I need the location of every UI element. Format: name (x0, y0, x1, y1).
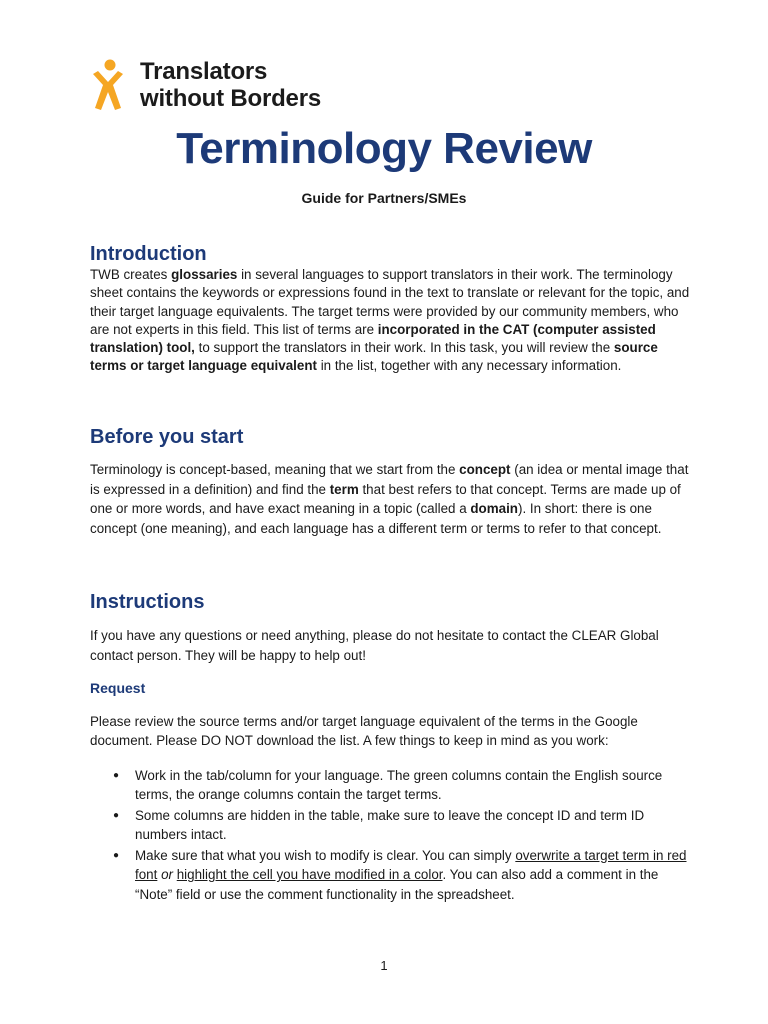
introduction-paragraph: TWB creates glossaries in several languages to support translators in their work. The terminology sheet contains the keywords or expressions found in the text to translate or relevant for the topic, and their target language equivalents. The target terms were provided by our community members, who are not experts in this field. This list of terms are incorporated in the CAT (computer assisted translation) tool, to support the translators in their work. In this task, you will review the source terms or target language equivalent in the list, together with any necessary information. (90, 267, 690, 374)
introduction-heading: Introduction (90, 243, 207, 265)
instructions-heading: Instructions (90, 591, 205, 613)
brand-line-1: Translators (140, 58, 268, 85)
page-number: 1 (380, 958, 388, 973)
before-you-start-paragraph: Terminology is concept-based, meaning that we start from the concept (an idea or mental image that is expressed in a definition) and find the term that best refers to that concept. Terms are made up of one or more words, and have exact meaning in a topic (called a domain). In short: there is one concept (one meaning), and each language has a different term or terms to refer to that concept. (90, 462, 689, 536)
brand-name (140, 58, 321, 112)
request-paragraph: Please review the source terms and/or target language equivalent of the terms in the Google document. Please DO NOT download the list. A few things to keep in mind as you work: (90, 713, 638, 748)
document-subtitle: Guide for Partners/SMEs (301, 190, 467, 206)
brand-line-2: without Borders (140, 85, 321, 112)
document-title: Terminology Review (176, 124, 592, 173)
request-heading: Request (90, 680, 146, 696)
list-item: ● Some columns are hidden in the table, make sure to leave the concept ID and term ID numbers intact. (90, 806, 690, 845)
list-item: ● Make sure that what you wish to modify is clear. You can simply overwrite a target term in red font or highlight the cell you have modified in a color. You can also add a comment in the “Note” field or use the comment functionality in the spreadsheet. (90, 846, 690, 905)
person-figure-icon (90, 58, 126, 112)
overwrite-instruction: overwrite a target term in red font (135, 847, 687, 882)
instructions-paragraph: If you have any questions or need anything, please do not hesitate to contact the CLEAR Global contact person. They will be happy to help out! (90, 628, 659, 663)
twb-logo (90, 58, 321, 112)
before-you-start-section (90, 425, 690, 538)
introduction-section (90, 242, 690, 376)
request-bullet-list (90, 766, 690, 905)
highlight-instruction: highlight the cell you have modified in a color (176, 867, 443, 882)
list-item: ● Work in the tab/column for your language. The green columns contain the English source terms, the orange columns contain the target terms. (90, 766, 690, 805)
before-you-start-heading: Before you start (90, 426, 244, 448)
instructions-section (90, 590, 690, 905)
